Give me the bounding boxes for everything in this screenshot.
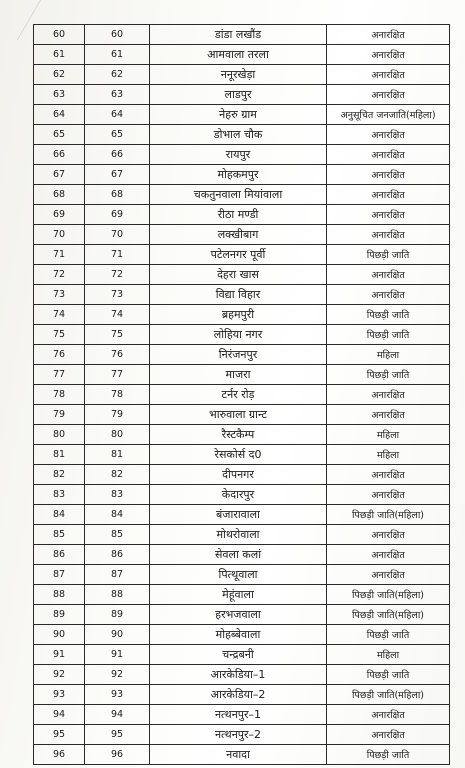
serial-number-cell: 81 (34, 445, 85, 465)
reservation-category-cell: अनारक्षित (327, 45, 450, 65)
reservation-category-cell: पिछड़ी जाति (327, 325, 450, 345)
ward-number-cell: 90 (85, 625, 150, 645)
ward-number-cell: 93 (85, 685, 150, 705)
ward-name-cell: ननूरखेड़ा (150, 65, 327, 85)
reservation-category-cell: अनारक्षित (327, 725, 450, 745)
reservation-category-cell: अनारक्षित (327, 225, 450, 245)
ward-number-cell: 61 (85, 45, 150, 65)
ward-number-cell: 64 (85, 105, 150, 125)
ward-name-cell: मेहूंवाला (150, 585, 327, 605)
reservation-category-cell: पिछड़ी जाति (327, 625, 450, 645)
reservation-category-cell: पिछड़ी जाति (327, 245, 450, 265)
ward-number-cell: 78 (85, 385, 150, 405)
table-row (34, 405, 450, 425)
reservation-category-cell: अनारक्षित (327, 185, 450, 205)
ward-number-cell: 65 (85, 125, 150, 145)
serial-number-cell: 70 (34, 225, 85, 245)
ward-number-cell: 69 (85, 205, 150, 225)
ward-number-cell: 89 (85, 605, 150, 625)
reservation-category-cell: पिछड़ी जाति (327, 665, 450, 685)
reservation-category-cell: अनारक्षित (327, 485, 450, 505)
reservation-category-cell: अनारक्षित (327, 525, 450, 545)
reservation-category-cell: अनारक्षित (327, 125, 450, 145)
serial-number-cell: 83 (34, 485, 85, 505)
ward-name-cell: नेहरु ग्राम (150, 105, 327, 125)
table-row (34, 65, 450, 85)
ward-number-cell: 71 (85, 245, 150, 265)
table-row (34, 605, 450, 625)
ward-name-cell: देहरा खास (150, 265, 327, 285)
serial-number-cell: 91 (34, 645, 85, 665)
ward-number-cell: 72 (85, 265, 150, 285)
ward-number-cell: 83 (85, 485, 150, 505)
ward-reservation-table (33, 24, 450, 765)
table-row (34, 125, 450, 145)
ward-number-cell: 62 (85, 65, 150, 85)
serial-number-cell: 63 (34, 85, 85, 105)
reservation-category-cell: अनारक्षित (327, 465, 450, 485)
reservation-category-cell: अनारक्षित (327, 165, 450, 185)
ward-name-cell: सेवला कलां (150, 545, 327, 565)
reservation-category-cell: अनारक्षित (327, 85, 450, 105)
reservation-category-cell: पिछड़ी जाति(महिला) (327, 505, 450, 525)
reservation-category-cell: अनारक्षित (327, 65, 450, 85)
ward-name-cell: डोभाल चौक (150, 125, 327, 145)
table-row (34, 585, 450, 605)
table-row (34, 705, 450, 725)
table-row (34, 25, 450, 45)
ward-name-cell: मोहब्बेवाला (150, 625, 327, 645)
reservation-category-cell: अनारक्षित (327, 285, 450, 305)
ward-number-cell: 63 (85, 85, 150, 105)
ward-name-cell: रीठा मण्डी (150, 205, 327, 225)
ward-name-cell: निरंजनपुर (150, 345, 327, 365)
ward-name-cell: रैस्टकैम्प (150, 425, 327, 445)
table-row (34, 305, 450, 325)
table-row (34, 505, 450, 525)
table-row (34, 445, 450, 465)
serial-number-cell: 95 (34, 725, 85, 745)
ward-name-cell: नत्थनपुर–2 (150, 725, 327, 745)
ward-number-cell: 86 (85, 545, 150, 565)
reservation-category-cell: अनारक्षित (327, 405, 450, 425)
serial-number-cell: 96 (34, 745, 85, 765)
table-row (34, 325, 450, 345)
ward-number-cell: 74 (85, 305, 150, 325)
table-row (34, 665, 450, 685)
ward-number-cell: 84 (85, 505, 150, 525)
reservation-category-cell: अनारक्षित (327, 25, 450, 45)
serial-number-cell: 68 (34, 185, 85, 205)
serial-number-cell: 88 (34, 585, 85, 605)
ward-name-cell: पित्थूवाला (150, 565, 327, 585)
table-row (34, 485, 450, 505)
reservation-category-cell: अनुसूचित जनजाति(महिला) (327, 105, 450, 125)
serial-number-cell: 65 (34, 125, 85, 145)
ward-name-cell: डांडा लखौंड (150, 25, 327, 45)
table-row (34, 245, 450, 265)
table-row (34, 345, 450, 365)
serial-number-cell: 61 (34, 45, 85, 65)
table-row (34, 425, 450, 445)
serial-number-cell: 62 (34, 65, 85, 85)
table-row (34, 85, 450, 105)
serial-number-cell: 78 (34, 385, 85, 405)
table-row (34, 225, 450, 245)
ward-number-cell: 88 (85, 585, 150, 605)
serial-number-cell: 93 (34, 685, 85, 705)
serial-number-cell: 73 (34, 285, 85, 305)
reservation-category-cell: महिला (327, 345, 450, 365)
ward-name-cell: लाडपुर (150, 85, 327, 105)
serial-number-cell: 80 (34, 425, 85, 445)
ward-number-cell: 70 (85, 225, 150, 245)
ward-name-cell: मोहकमपुर (150, 165, 327, 185)
reservation-category-cell: पिछड़ी जाति (327, 745, 450, 765)
serial-number-cell: 86 (34, 545, 85, 565)
table-row (34, 165, 450, 185)
serial-number-cell: 74 (34, 305, 85, 325)
table-row (34, 525, 450, 545)
ward-number-cell: 82 (85, 465, 150, 485)
ward-number-cell: 94 (85, 705, 150, 725)
table-row (34, 265, 450, 285)
ward-number-cell: 66 (85, 145, 150, 165)
serial-number-cell: 85 (34, 525, 85, 545)
reservation-category-cell: पिछड़ी जाति(महिला) (327, 585, 450, 605)
ward-number-cell: 68 (85, 185, 150, 205)
table-row (34, 205, 450, 225)
ward-name-cell: लक्खीबाग (150, 225, 327, 245)
ward-number-cell: 75 (85, 325, 150, 345)
reservation-category-cell: पिछड़ी जाति(महिला) (327, 605, 450, 625)
serial-number-cell: 67 (34, 165, 85, 185)
serial-number-cell: 71 (34, 245, 85, 265)
reservation-category-cell: अनारक्षित (327, 265, 450, 285)
serial-number-cell: 72 (34, 265, 85, 285)
table-row (34, 365, 450, 385)
ward-name-cell: केदारपुर (150, 485, 327, 505)
ward-name-cell: आमवाला तरला (150, 45, 327, 65)
ward-name-cell: दीपनगर (150, 465, 327, 485)
ward-name-cell: आरकेडिया–2 (150, 685, 327, 705)
table-row (34, 565, 450, 585)
reservation-category-cell: अनारक्षित (327, 565, 450, 585)
reservation-category-cell: अनारक्षित (327, 385, 450, 405)
ward-number-cell: 77 (85, 365, 150, 385)
ward-name-cell: बंजारावाला (150, 505, 327, 525)
serial-number-cell: 89 (34, 605, 85, 625)
ward-name-cell: रेसकोर्स द0 (150, 445, 327, 465)
serial-number-cell: 75 (34, 325, 85, 345)
ward-number-cell: 79 (85, 405, 150, 425)
ward-number-cell: 91 (85, 645, 150, 665)
reservation-category-cell: महिला (327, 425, 450, 445)
ward-number-cell: 76 (85, 345, 150, 365)
serial-number-cell: 64 (34, 105, 85, 125)
ward-name-cell: ब्रहमपुरी (150, 305, 327, 325)
reservation-category-cell: महिला (327, 445, 450, 465)
table-row (34, 545, 450, 565)
table-row (34, 745, 450, 765)
reservation-category-cell: अनारक्षित (327, 145, 450, 165)
ward-number-cell: 92 (85, 665, 150, 685)
ward-name-cell: माजरा (150, 365, 327, 385)
ward-table-body (34, 25, 450, 765)
table-row (34, 45, 450, 65)
ward-name-cell: रायपुर (150, 145, 327, 165)
reservation-category-cell: पिछड़ी जाति (327, 365, 450, 385)
reservation-category-cell: अनारक्षित (327, 705, 450, 725)
ward-number-cell: 60 (85, 25, 150, 45)
ward-name-cell: विद्या विहार (150, 285, 327, 305)
serial-number-cell: 69 (34, 205, 85, 225)
ward-number-cell: 67 (85, 165, 150, 185)
serial-number-cell: 66 (34, 145, 85, 165)
table-row (34, 625, 450, 645)
ward-number-cell: 96 (85, 745, 150, 765)
ward-name-cell: आरकेडिया–1 (150, 665, 327, 685)
ward-name-cell: नवादा (150, 745, 327, 765)
reservation-category-cell: महिला (327, 645, 450, 665)
ward-name-cell: लोहिया नगर (150, 325, 327, 345)
table-row (34, 185, 450, 205)
ward-name-cell: भारुवाला ग्रान्ट (150, 405, 327, 425)
reservation-category-cell: अनारक्षित (327, 205, 450, 225)
table-row (34, 645, 450, 665)
serial-number-cell: 84 (34, 505, 85, 525)
reservation-category-cell: पिछड़ी जाति(महिला) (327, 685, 450, 705)
serial-number-cell: 94 (34, 705, 85, 725)
ward-name-cell: चकतुनवाला मियांवाला (150, 185, 327, 205)
table-row (34, 105, 450, 125)
ward-name-cell: हरभजवाला (150, 605, 327, 625)
ward-number-cell: 85 (85, 525, 150, 545)
ward-number-cell: 87 (85, 565, 150, 585)
reservation-category-cell: अनारक्षित (327, 545, 450, 565)
ward-number-cell: 80 (85, 425, 150, 445)
ward-name-cell: टर्नर रोड़ (150, 385, 327, 405)
table-row (34, 725, 450, 745)
ward-number-cell: 73 (85, 285, 150, 305)
ward-name-cell: मोथरोवाला (150, 525, 327, 545)
serial-number-cell: 82 (34, 465, 85, 485)
table-row (34, 465, 450, 485)
ward-number-cell: 95 (85, 725, 150, 745)
table-row (34, 685, 450, 705)
ward-number-cell: 81 (85, 445, 150, 465)
reservation-category-cell: पिछड़ी जाति (327, 305, 450, 325)
ward-name-cell: चन्द्रबनी (150, 645, 327, 665)
serial-number-cell: 92 (34, 665, 85, 685)
serial-number-cell: 60 (34, 25, 85, 45)
ward-name-cell: पटेलनगर पूर्वी (150, 245, 327, 265)
ward-name-cell: नत्थनपुर–1 (150, 705, 327, 725)
serial-number-cell: 79 (34, 405, 85, 425)
table-row (34, 385, 450, 405)
serial-number-cell: 77 (34, 365, 85, 385)
serial-number-cell: 90 (34, 625, 85, 645)
serial-number-cell: 87 (34, 565, 85, 585)
table-row (34, 145, 450, 165)
serial-number-cell: 76 (34, 345, 85, 365)
table-row (34, 285, 450, 305)
